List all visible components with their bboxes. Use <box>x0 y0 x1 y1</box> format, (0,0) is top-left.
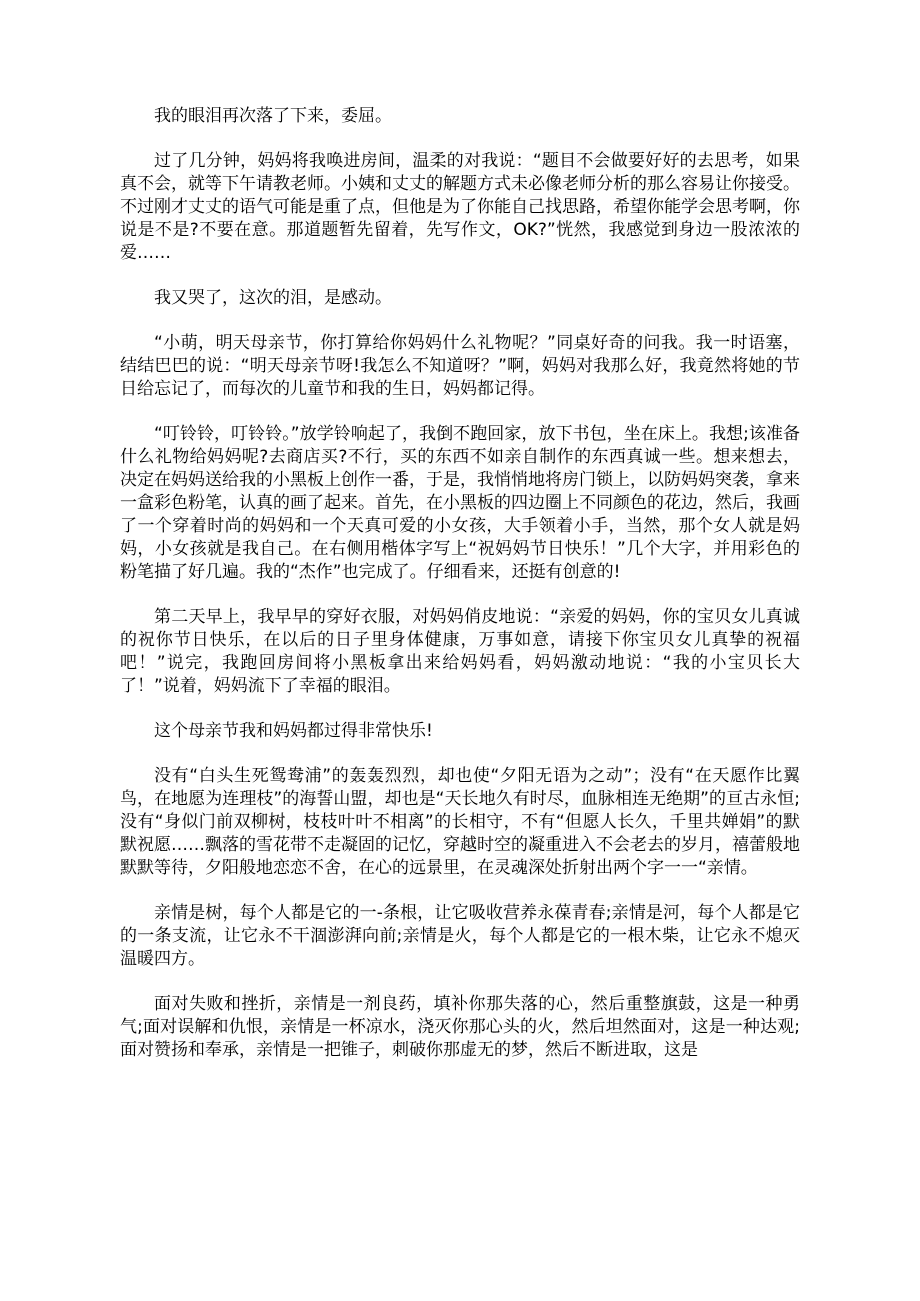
paragraph: “小萌，明天母亲节，你打算给你妈妈什么礼物呢？”同桌好奇的问我。我一时语塞，结结巴巴的说：“明天母亲节呀!我怎么不知道呀？”啊，妈妈对我那么好，我竟然将她的节日给忘记了，而每次的儿童节和我的生日，妈妈都记得。 <box>120 333 800 399</box>
paragraph: 我又哭了，这次的泪，是感动。 <box>154 288 392 308</box>
paragraph: 我的眼泪再次落了下来，委屈。 <box>154 106 392 126</box>
paragraph: “叮铃铃，叮铃铃。”放学铃响起了，我倒不跑回家，放下书包，坐在床上。我想;该准备什么礼物给妈妈呢?去商店买?不行，买的东西不如亲自制作的东西真诚一些。想来想去，决定在妈妈送给我的小黑板上创作一番，于是，我悄悄地将房门锁上，以防妈妈突袭，拿来一盒彩色粉笔，认真的画了起来。首先，在小黑板的四边圈上不同颜色的花边，然后，我画了一个穿着时尚的妈妈和一个天真可爱的小女孩，大手领着小手，当然，那个女人就是妈妈，小女孩就是我自己。在右侧用楷体字写上“祝妈妈节日快乐！”几个大字，并用彩色的粉笔描了好几遍。我的“杰作”也完成了。仔细看来，还挺有创意的! <box>120 424 800 582</box>
paragraph: 面对失败和挫折，亲情是一剂良药，填补你那失落的心，然后重整旗鼓，这是一种勇气;面对误解和仇恨，亲情是一杯凉水，浇灭你那心头的火，然后坦然面对，这是一种达观;面对赞扬和奉承，亲情是一把锥子，刺破你那虚无的梦，然后不断进取，这是 <box>120 994 800 1060</box>
paragraph: 第二天早上，我早早的穿好衣服，对妈妈俏皮地说：“亲爱的妈妈，你的宝贝女儿真诚的祝你节日快乐，在以后的日子里身体健康，万事如意，请接下你宝贝女儿真挚的祝福吧！”说完，我跑回房间将小黑板拿出来给妈妈看，妈妈激动地说：“我的小宝贝长大了！”说着，妈妈流下了幸福的眼泪。 <box>120 607 800 696</box>
paragraph: 没有“白头生死鸳鸯浦”的轰轰烈烈，却也使“夕阳无语为之动”；没有“在天愿作比翼鸟，在地愿为连理枝”的海誓山盟，却也是“天长地久有时尽，血脉相连无绝期”的亘古永恒;没有“身似门前双柳树，枝枝叶叶不相离”的长相守，不有“但愿人长久，千里共婵娟”的默默祝愿……飘落的雪花带不走凝固的记忆，穿越时空的凝重进入不会老去的岁月，禧蕾般地默默等待，夕阳般地恋恋不舍，在心的远景里，在灵魂深处折射出两个字一一“亲情。 <box>120 766 800 878</box>
paragraph: 过了几分钟，妈妈将我唤进房间，温柔的对我说：“题目不会做要好好的去思考，如果真不会，就等下午请教老师。小姨和丈丈的解题方式未必像老师分析的那么容易让你接受。不过刚才丈丈的语气可能是重了点，但他是为了你能自己找思路，希望你能学会思考啊，你说是不是?不要在意。那道题暂先留着，先写作文，OK?”恍然，我感觉到身边一股浓浓的爱…… <box>120 151 800 263</box>
paragraph: 这个母亲节我和妈妈都过得非常快乐! <box>154 721 433 741</box>
paragraph: 亲情是树，每个人都是它的一-条根，让它吸收营养永葆青春;亲情是河，每个人都是它的一条支流，让它永不干涸澎湃向前;亲情是火，每个人都是它的一根木柴，让它永不熄灭温暖四方。 <box>120 903 800 969</box>
